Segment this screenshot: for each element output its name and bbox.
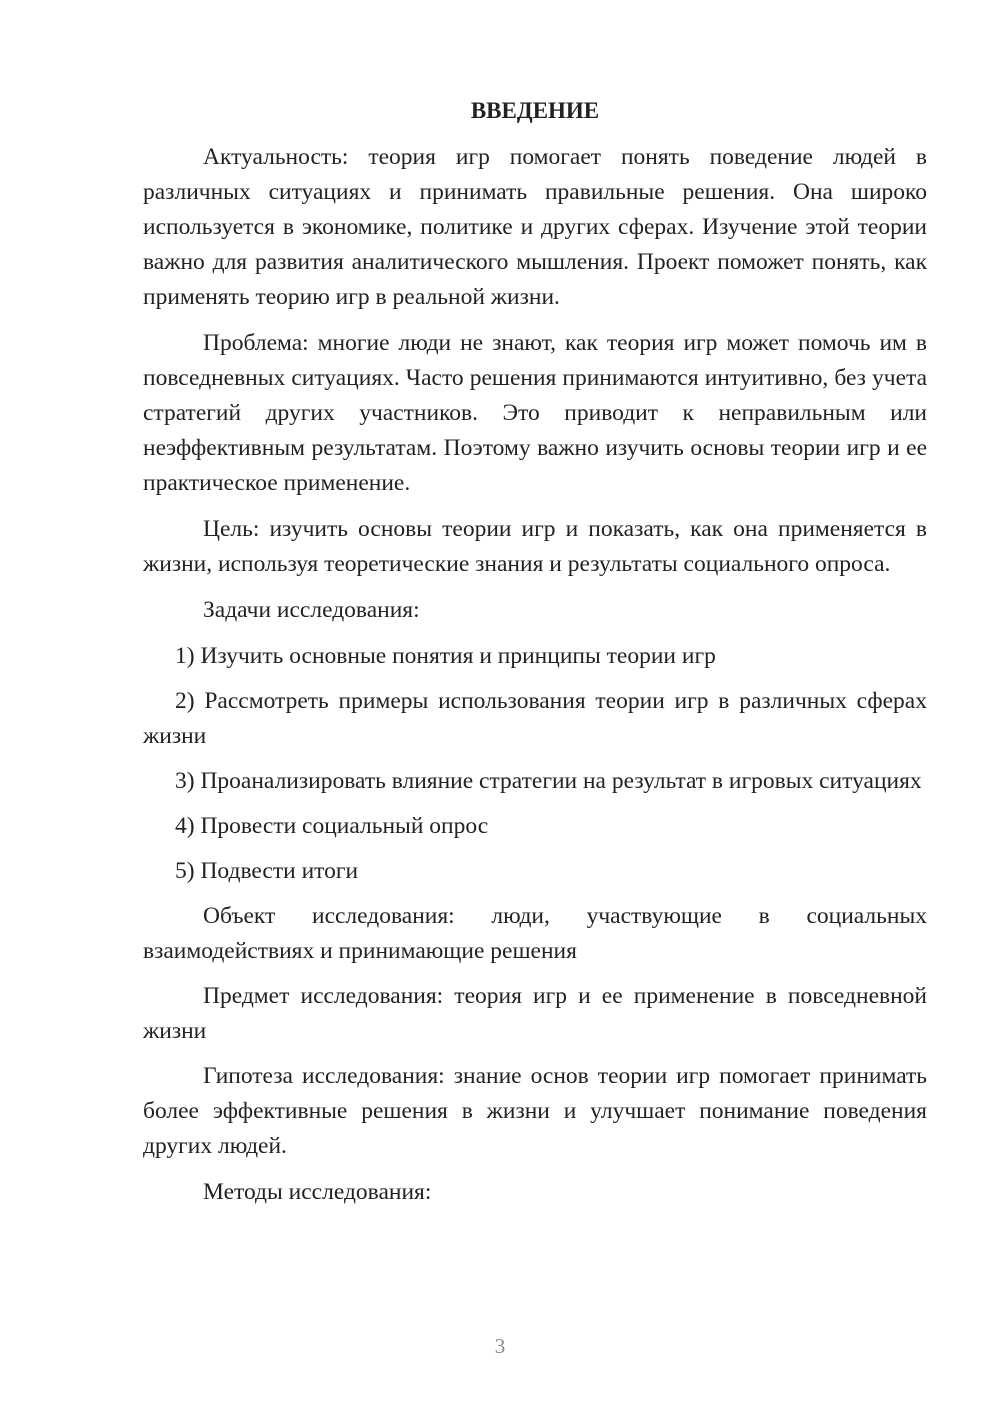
paragraph-object: Объект исследования: люди, участвующие в социальных взаимодействиях и принимающие решения (143, 903, 927, 964)
task-item-5: 5) Подвести итоги (175, 858, 359, 884)
paragraph-goal: Цель: изучить основы теории игр и показать, как она применяется в жизни, используя теоретические знания и результаты социального опроса. (143, 516, 927, 577)
paragraph-problem: Проблема: многие люди не знают, как теория игр может помочь им в повседневных ситуациях. Часто решения принимаются интуитивно, без учета стратегий других участников. Это приводит к неправильным или неэффективным результатам. Поэтому важно изучить основы теории игр и ее практическое применение. (143, 330, 927, 496)
paragraph-relevance: Актуальность: теория игр помогает понять поведение людей в различных ситуациях и принимать правильные решения. Она широко используется в экономике, политике и других сферах. Изучение этой теории важно для развития аналитического мышления. Проект поможет понять, как применять теорию игр в реальной жизни. (143, 144, 927, 310)
task-item-4: 4) Провести социальный опрос (175, 813, 489, 839)
task-item-3: 3) Проанализировать влияние стратегии на результат в игровых ситуациях (175, 768, 922, 794)
page-content (143, 93, 927, 1221)
section-title: ВВЕДЕНИЕ (470, 98, 600, 123)
paragraph-subject: Предмет исследования: теория игр и ее применение в повседневной жизни (143, 983, 927, 1044)
task-item-2: 2) Рассмотреть примеры использования теории игр в различных сферах жизни (143, 688, 927, 749)
page-number: 3 (494, 1334, 506, 1358)
paragraph-hypothesis: Гипотеза исследования: знание основ теории игр помогает принимать более эффективные решения в жизни и улучшает понимание поведения других людей. (143, 1063, 927, 1159)
task-item-1: 1) Изучить основные понятия и принципы теории игр (175, 643, 716, 669)
tasks-heading: Задачи исследования: (203, 597, 420, 623)
methods-heading: Методы исследования: (203, 1179, 432, 1205)
